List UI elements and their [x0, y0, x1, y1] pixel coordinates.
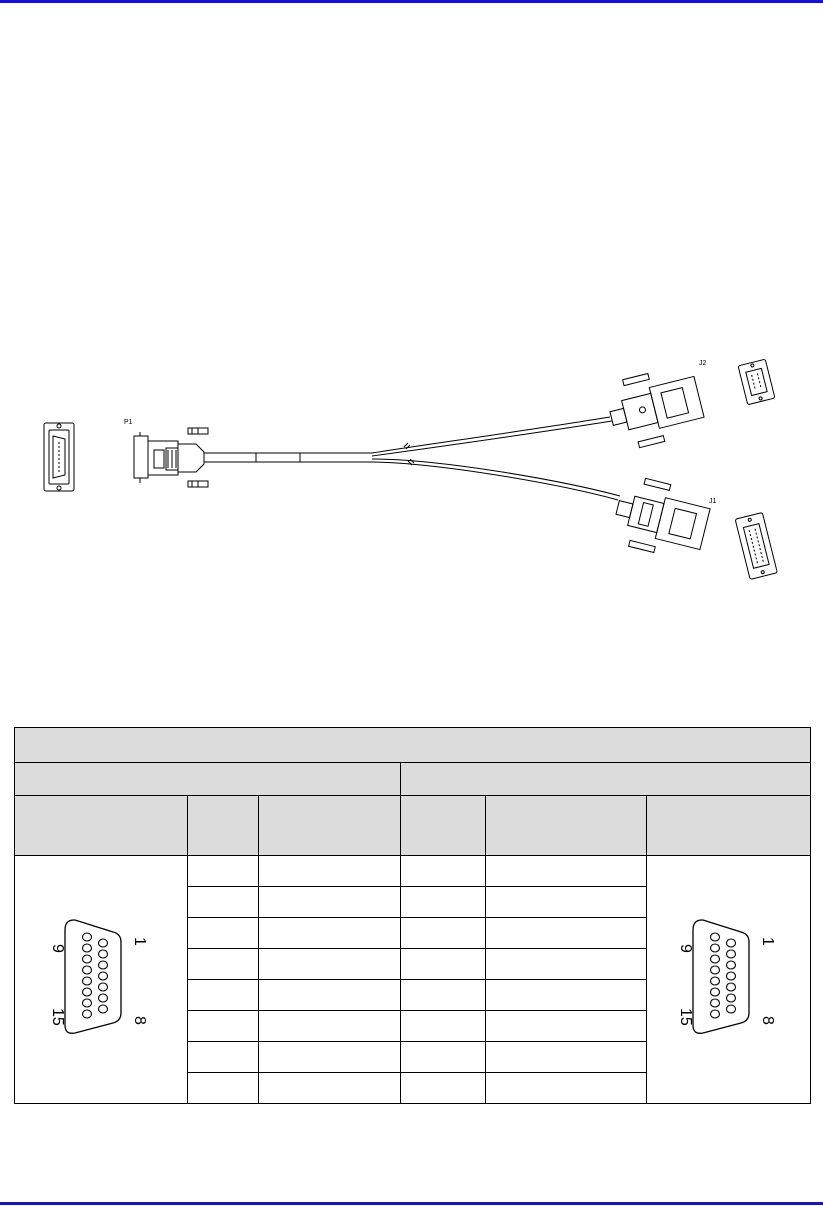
table-cell	[401, 949, 486, 980]
j1-connector-icon	[609, 473, 713, 563]
table-group-header-right	[401, 763, 811, 796]
table-cell	[188, 856, 259, 887]
page-bottom-rule	[0, 1202, 823, 1205]
table-cell	[188, 949, 259, 980]
table-cell	[401, 856, 486, 887]
table-column-header	[15, 796, 188, 856]
table-group-header-left	[15, 763, 401, 796]
j1-face-view-icon	[735, 513, 777, 580]
pinout-table	[14, 727, 811, 1104]
pin-label-9: 9	[676, 943, 694, 953]
table-title-cell	[15, 728, 811, 763]
table-cell	[401, 980, 486, 1011]
table-cell	[188, 918, 259, 949]
table-cell	[486, 1073, 647, 1104]
table-column-header	[188, 796, 259, 856]
table-cell	[401, 1042, 486, 1073]
table-cell	[401, 1073, 486, 1104]
db15-connector-face-icon	[676, 915, 779, 1045]
j1-cable-branch	[372, 459, 620, 500]
table-cell	[486, 1011, 647, 1042]
cable-assembly-drawing	[0, 340, 823, 590]
table-cell	[259, 887, 401, 918]
table-cell	[486, 856, 647, 887]
table-cell	[401, 918, 486, 949]
table-cell	[259, 856, 401, 887]
pin-label-9: 9	[49, 943, 66, 953]
table-row	[15, 856, 811, 887]
table-cell	[188, 1073, 259, 1104]
pin-label-1: 1	[758, 936, 776, 946]
table-column-header	[401, 796, 486, 856]
table-cell	[259, 1011, 401, 1042]
table-cell	[259, 918, 401, 949]
table-column-header	[486, 796, 647, 856]
cable-trunk	[204, 453, 372, 462]
j2-cable-branch	[372, 417, 612, 456]
pin-label-15: 15	[676, 1007, 694, 1026]
page-top-rule	[0, 0, 823, 3]
left-connector-face-cell	[15, 856, 188, 1104]
table-cell	[401, 1011, 486, 1042]
table-cell	[259, 1042, 401, 1073]
table-cell	[259, 949, 401, 980]
table-cell	[486, 887, 647, 918]
pin-label-8: 8	[131, 1015, 148, 1025]
table-cell	[486, 949, 647, 980]
table-cell	[486, 918, 647, 949]
j2-face-view-icon	[738, 359, 775, 405]
j2-label: J2	[699, 360, 707, 367]
pin-label-15: 15	[49, 1007, 66, 1026]
table-cell	[259, 980, 401, 1011]
table-cell	[486, 1042, 647, 1073]
table-cell	[259, 1073, 401, 1104]
right-connector-face-cell	[647, 856, 811, 1104]
table-cell	[188, 1042, 259, 1073]
table-cell	[188, 887, 259, 918]
db15-connector-face-icon	[51, 915, 151, 1045]
table-column-header	[647, 796, 811, 856]
j2-connector-icon	[603, 363, 707, 453]
table-cell	[401, 887, 486, 918]
p1-face-view-icon	[44, 423, 74, 491]
table-cell	[188, 1011, 259, 1042]
table-cell	[486, 980, 647, 1011]
p1-connector-icon	[134, 428, 208, 487]
table-cell	[188, 980, 259, 1011]
p1-label: P1	[124, 419, 133, 426]
table-column-header	[259, 796, 401, 856]
pin-label-1: 1	[131, 936, 148, 946]
j1-label: J1	[709, 498, 717, 505]
pin-label-8: 8	[758, 1015, 776, 1025]
